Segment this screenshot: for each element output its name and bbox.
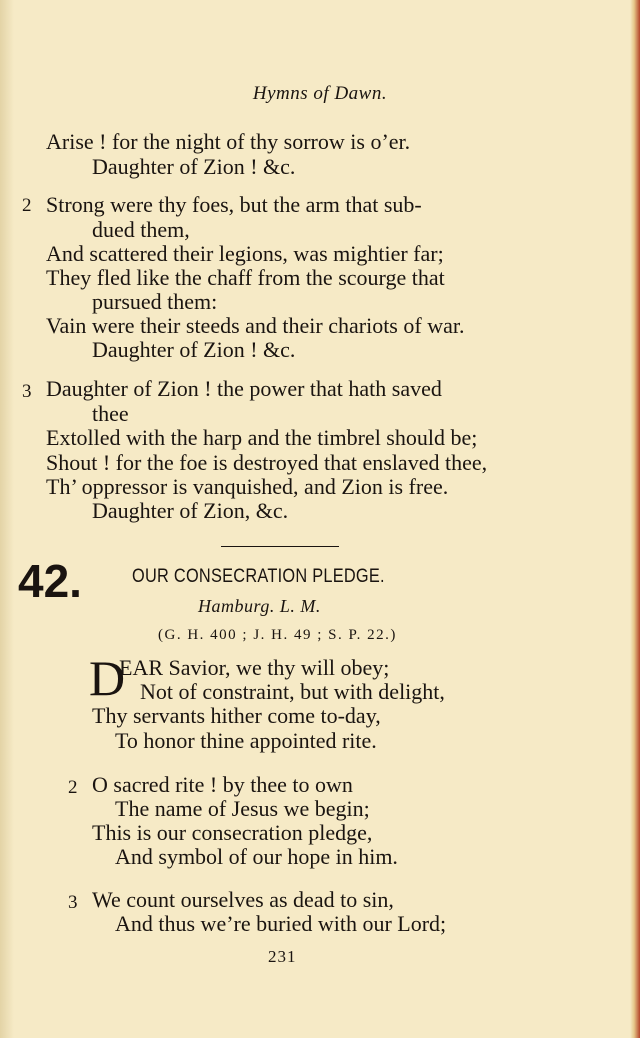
verse-number: 2 (22, 195, 32, 216)
verse-line: And thus we’re buried with our Lord; (115, 911, 447, 936)
verse-line: Not of constraint, but with delight, (140, 679, 445, 704)
hymn-title: OUR CONSECRATION PLEDGE. (132, 566, 385, 587)
hymn-number: 42. (18, 555, 82, 607)
page-number: 231 (268, 947, 297, 966)
tune-name: Hamburg. L. M. (198, 596, 321, 616)
verse-number: 3 (68, 892, 78, 913)
verse-line: EAR Savior, we thy will obey; (119, 655, 390, 680)
verse-line: We count ourselves as dead to sin, (92, 887, 394, 912)
page-edge-right (630, 0, 640, 1038)
verse-line: Thy servants hither come to-day, (92, 703, 381, 728)
refrain-line: Daughter of Zion, &c. (92, 498, 289, 523)
section-divider (221, 546, 339, 547)
verse-line: And scattered their legions, was mightier far; (46, 241, 444, 266)
verse-line: dued them, (92, 217, 190, 242)
drop-cap: D (89, 650, 126, 706)
verse-line: Daughter of Zion ! the power that hath saved (46, 376, 442, 401)
verse-line: The name of Jesus we begin; (115, 796, 370, 821)
verse-line: Strong were thy foes, but the arm that sub- (46, 192, 422, 217)
running-head: Hymns of Dawn. (252, 83, 388, 104)
refrain-line: Daughter of Zion ! &c. (92, 154, 296, 179)
hymnal-references: (G. H. 400 ; J. H. 49 ; S. P. 22.) (158, 627, 397, 643)
verse-line: Vain were their steeds and their chariots of war. (46, 313, 465, 338)
verse-number: 3 (22, 381, 32, 402)
verse-line: And symbol of our hope in him. (115, 844, 398, 869)
verse-line: pursued them: (92, 289, 218, 314)
refrain-line: Daughter of Zion ! &c. (92, 337, 296, 362)
verse-number: 2 (68, 777, 78, 798)
verse-line: To honor thine appointed rite. (115, 728, 377, 753)
verse-line: thee (92, 401, 129, 426)
verse-line: They fled like the chaff from the scourge that (46, 265, 445, 290)
verse-line: This is our consecration pledge, (92, 820, 373, 845)
verse-line: Shout ! for the foe is destroyed that enslaved thee, (46, 450, 488, 475)
verse-line: Arise ! for the night of thy sorrow is o’er. (46, 129, 411, 154)
verse-line: O sacred rite ! by thee to own (92, 772, 353, 797)
verse-line: Extolled with the harp and the timbrel should be; (46, 425, 478, 450)
verse-line: Th’ oppressor is vanquished, and Zion is free. (46, 474, 449, 499)
page-edge-left (0, 0, 14, 1038)
